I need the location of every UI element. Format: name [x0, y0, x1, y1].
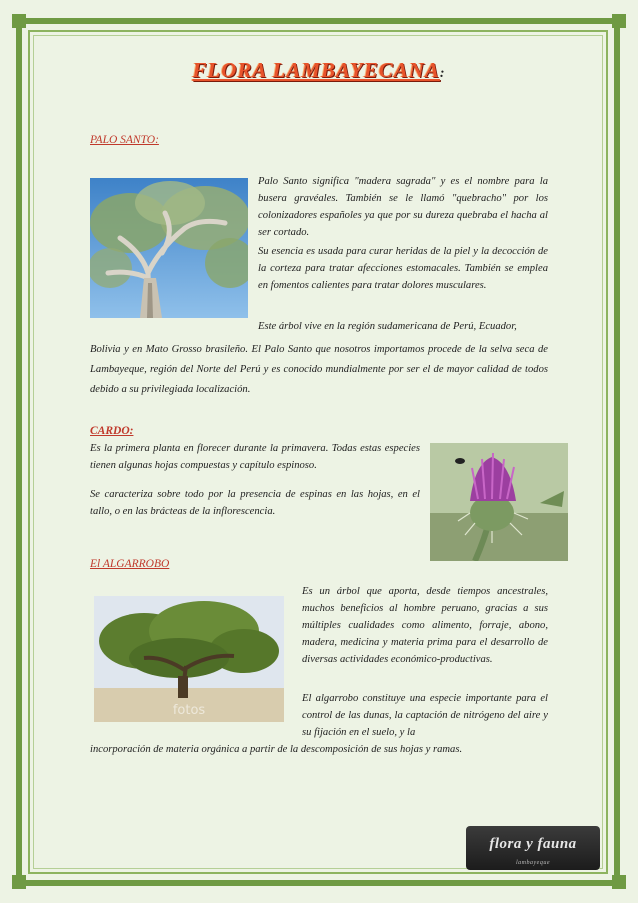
palo-santo-paragraph-3: Este árbol vive en la región sudamericana de Perú, Ecuador,: [258, 321, 517, 332]
section-heading-palo-santo: PALO SANTO:: [90, 134, 159, 146]
algarrobo-paragraph-3: incorporación de materia orgánica a partir de la descomposición de sus hojas y ramas.: [90, 744, 463, 755]
corner-ornament: [12, 14, 26, 28]
cardo-paragraph-1: Es la primera planta en florecer durante la primavera. Todas estas especies tienen algunas hojas compuestas y capítulo espinoso.: [90, 443, 420, 471]
algarrobo-paragraph-2: El algarrobo constituye una especie importante para el control de las dunas, la captación de nitrógeno del aire y su fijación en el suelo, y la: [302, 693, 548, 738]
corner-ornament: [612, 14, 626, 28]
algarrobo-paragraph-1: Es un árbol que aporta, desde tiempos ancestrales, muchos beneficios al hombre peruano, gracias a sus múltiples cualidades como alimento, forraje, abono, madera, medicina y materia prima para el desarrollo de diversas actividades económico-productivas.: [302, 586, 548, 665]
palo-santo-paragraph-4: Bolivia y en Mato Grosso brasileño. El Palo Santo que nosotros importamos procede de la selva seca de Lambayeque, región del Norte del Perú y es conocido mundialmente por ser el de mayor calidad de todos debido a su privilegiada localización.: [90, 344, 548, 395]
corner-ornament: [612, 875, 626, 889]
page-title: [0, 58, 638, 83]
palo-santo-photo: [90, 178, 248, 318]
palo-santo-paragraph-1: Palo Santo significa "madera sagrada" y es el nombre para la busera gravéales. También se le llamó "quebracho" por los colonizadores españoles ya que por su dureza quebraba el hacha al ser cortado.: [258, 176, 548, 238]
logo-text: flora y fauna: [489, 836, 577, 852]
corner-ornament: [12, 875, 26, 889]
flora-y-fauna-logo: [466, 826, 600, 870]
cardo-paragraph-2: Se caracteriza sobre todo por la presencia de espinas en las hojas, en el tallo, o en las brácteas de la inflorescencia.: [90, 489, 420, 517]
algarrobo-watermark: fotos: [172, 703, 206, 718]
logo-subtext: lambayeque: [516, 860, 550, 866]
page-title-colon: :: [439, 66, 446, 81]
page-title-text: FLORA LAMBAYECANA: [192, 58, 440, 82]
section-heading-algarrobo: El ALGARROBO: [90, 558, 170, 570]
palo-santo-paragraph-2: Su esencia es usada para curar heridas de la piel y la decocción de la corteza para tratar afecciones estomacales. También se emplea en fomentos calientes para tratar dolores musculares.: [258, 246, 548, 291]
algarrobo-photo: [94, 596, 284, 722]
cardo-photo: [430, 443, 568, 561]
section-heading-cardo: CARDO:: [90, 425, 134, 437]
